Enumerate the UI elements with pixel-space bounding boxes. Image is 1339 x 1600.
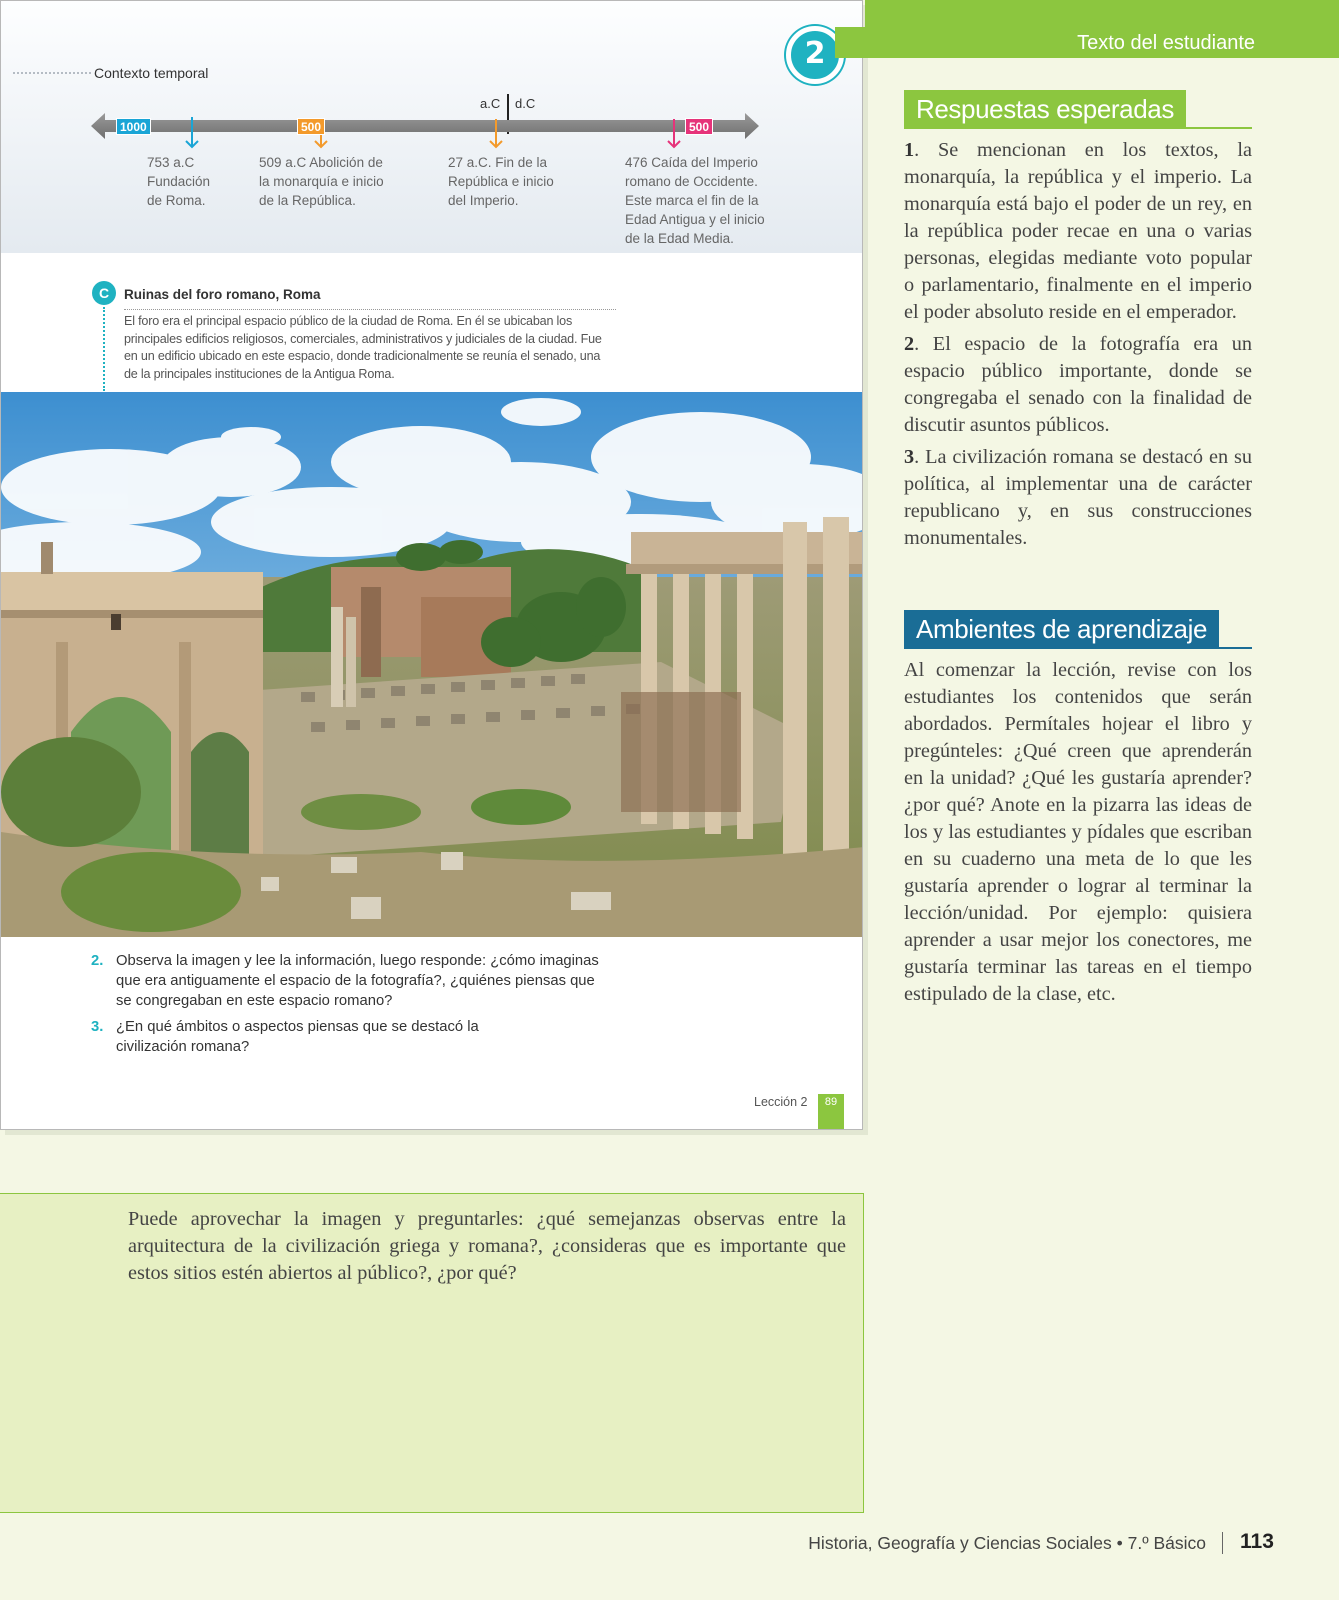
footer-subject: Historia, Geografía y Ciencias Sociales • 7.º Básico — [808, 1533, 1206, 1553]
expected-answers-rule — [904, 127, 1252, 129]
roman-forum-photo — [1, 392, 863, 937]
source-c-dotted-line — [103, 307, 105, 391]
context-dotted-line — [13, 72, 91, 74]
era-before-label: a.C — [480, 96, 501, 111]
timeline-bar — [91, 109, 761, 153]
timeline-scale-500-ac: 500 — [297, 118, 325, 135]
timeline-event-509: 509 a.C Abolición de la monarquía e inicio de la República. — [259, 155, 384, 208]
timeline-event-27: 27 a.C. Fin de la República e inicio del Imperio. — [448, 155, 554, 208]
learning-env-rule — [904, 647, 1252, 649]
header-title: Texto del estudiante — [1077, 32, 1255, 54]
source-c-divider — [124, 309, 616, 310]
source-c-title: Ruinas del foro romano, Roma — [124, 287, 321, 302]
source-c-caption: El foro era el principal espacio público de la ciudad de Roma. En él se ubicaban los principales edificios religiosos, comerciales, administrativos y judiciales de la ciudad. Fue en un edificio ubicado en este espacio, donde tradicionalmente se reunía el senado, una de la principales instituciones de la Antigua Roma. — [124, 314, 602, 381]
expected-answers-heading: Respuestas esperadas — [904, 90, 1186, 129]
learning-env-body: Al comenzar la lección, revise con los estudiantes los contenidos que serán abordados. Permítales hojear el libro y pregúnteles: ¿Qué creen que aprenderán en la unidad? ¿Qué les gustaría aprender? ¿por qué? Anote en la pizarra las ideas de los y las estudiantes y pídales que escriban en su cuaderno una meta de lo que les gustaría aprender o lograr al terminar la lección/unidad. Por ejemplo: quisiera aprender a usar mejor los conectores, me gustaría terminar las tareas en el tiempo estipulado de la clase, etc. — [904, 659, 1252, 1005]
question-2: 2. Observa la imagen y lee la información, luego responde: ¿cómo imaginas que era antiguamente el espacio de la fotografía?, ¿quiénes piensas que se congregaban en este espacio romano? — [91, 953, 599, 1009]
answer-3: 3. La civilización romana se destacó en su política, al implementar una de carácter republicano y, en sus construcciones monumentales. — [904, 446, 1252, 549]
answer-2: 2. El espacio de la fotografía era un espacio público importante, donde se congregaba el senado con la finalidad de discutir asuntos públicos. — [904, 333, 1252, 436]
student-book-page — [0, 0, 863, 1130]
timeline-event-476: 476 Caída del Imperio romano de Occidente. Este marca el fin de la Edad Antigua y el inicio de la Edad Media. — [625, 155, 765, 246]
answer-1: 1. Se mencionan en los textos, la monarquía, la república y el imperio. La monarquía está bajo el poder de un rey, en la república poder recae en una o varias personas, elegidas mediante voto popular o parlamentario, finalmente en el imperio el poder absoluto reside en el emperador. — [904, 139, 1252, 323]
source-c-badge: C — [92, 281, 116, 305]
lesson-label: Lección 2 — [754, 1095, 808, 1109]
timeline-scale-500-dc: 500 — [685, 118, 713, 135]
era-after-label: d.C — [515, 96, 536, 111]
book-page-number: 89 — [818, 1094, 844, 1130]
footer-separator — [1222, 1532, 1223, 1554]
timeline-scale-1000: 1000 — [116, 118, 151, 135]
footer-page-number: 113 — [1240, 1530, 1274, 1553]
expected-answers-list — [904, 137, 1252, 557]
teacher-note-text: Puede aprovechar la imagen y preguntarles: ¿qué semejanzas observas entre la arquitectura de la civilización griega y romana?, ¿consideras que es importante que estos sitios estén abiertos al público?, ¿por qué? — [128, 1208, 846, 1284]
learning-env-heading: Ambientes de aprendizaje — [904, 610, 1219, 649]
context-label: Contexto temporal — [94, 65, 209, 81]
unit-number-badge: 2 — [786, 26, 844, 84]
question-3: 3. ¿En qué ámbitos o aspectos piensas que se destacó la civilización romana? — [91, 1019, 479, 1055]
header-bar-step — [835, 27, 867, 58]
timeline-event-753: 753 a.C Fundación de Roma. — [147, 155, 211, 208]
